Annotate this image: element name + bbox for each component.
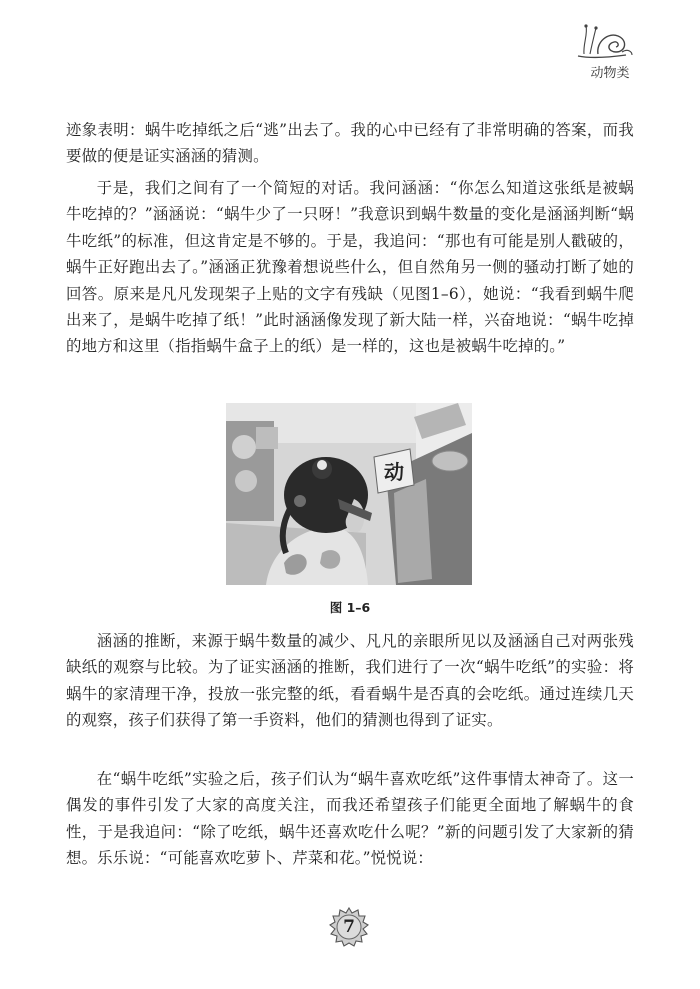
snail-icon [574, 22, 636, 62]
paragraph: 于是，我们之间有了一个简短的对话。我问涵涵：“你怎么知道这张纸是被蜗牛吃掉的？”涵涵说：“蜗牛少了一只呀！”我意识到蜗牛数量的变化是涵涵判断“蜗牛吃纸”的标准，但这肯定是不够的。于是，我追问：“那也有可能是别人戳破的，蜗牛正好跑出去了。”涵涵正犹豫着想说些什么，但自然角另一侧的骚动打断了她的回答。原来是凡凡发现架子上贴的文字有残缺（见图1–6），她说：“我看到蜗牛爬出来了，是蜗牛吃掉了纸！”此时涵涵像发现了新大陆一样，兴奋地说：“蜗牛吃掉的地方和这里（指指蜗牛盒子上的纸）是一样的，这也是被蜗牛吃掉的。” [66, 179, 634, 356]
paragraph: 在“蜗牛吃纸”实验之后，孩子们认为“蜗牛喜欢吃纸”这件事情太神奇了。这一偶发的事件引发了大家的高度关注，而我还希望孩子们能更全面地了解蜗牛的食性，于是我追问：“除了吃纸，蜗牛还喜欢吃什么呢？”新的问题引发了大家新的猜想。乐乐说：“可能喜欢吃萝卜、芹菜和花。”悦悦说： [66, 770, 634, 868]
child-snail-photo [226, 403, 472, 585]
category-label: 动物类 [590, 66, 630, 81]
paragraph: 涵涵的推断，来源于蜗牛数量的减少、凡凡的亲眼所见以及涵涵自己对两张残缺纸的观察与比较。为了证实涵涵的推断，我们进行了一次“蜗牛吃纸”的实验：将蜗牛的家清理干净，投放一张完整的纸，看看蜗牛是否真的会吃纸。通过连续几天的观察，孩子们获得了第一手资料，他们的猜测也得到了证实。 [66, 632, 634, 730]
figure-caption: 图 1–6 [329, 600, 371, 615]
page-number: 7 [343, 917, 355, 937]
paragraph: 迹象表明：蜗牛吃掉纸之后“逃”出去了。我的心中已经有了非常明确的答案，而我要做的便是证实涵涵的猜测。 [66, 121, 634, 166]
sign-text: 动 [384, 460, 404, 484]
